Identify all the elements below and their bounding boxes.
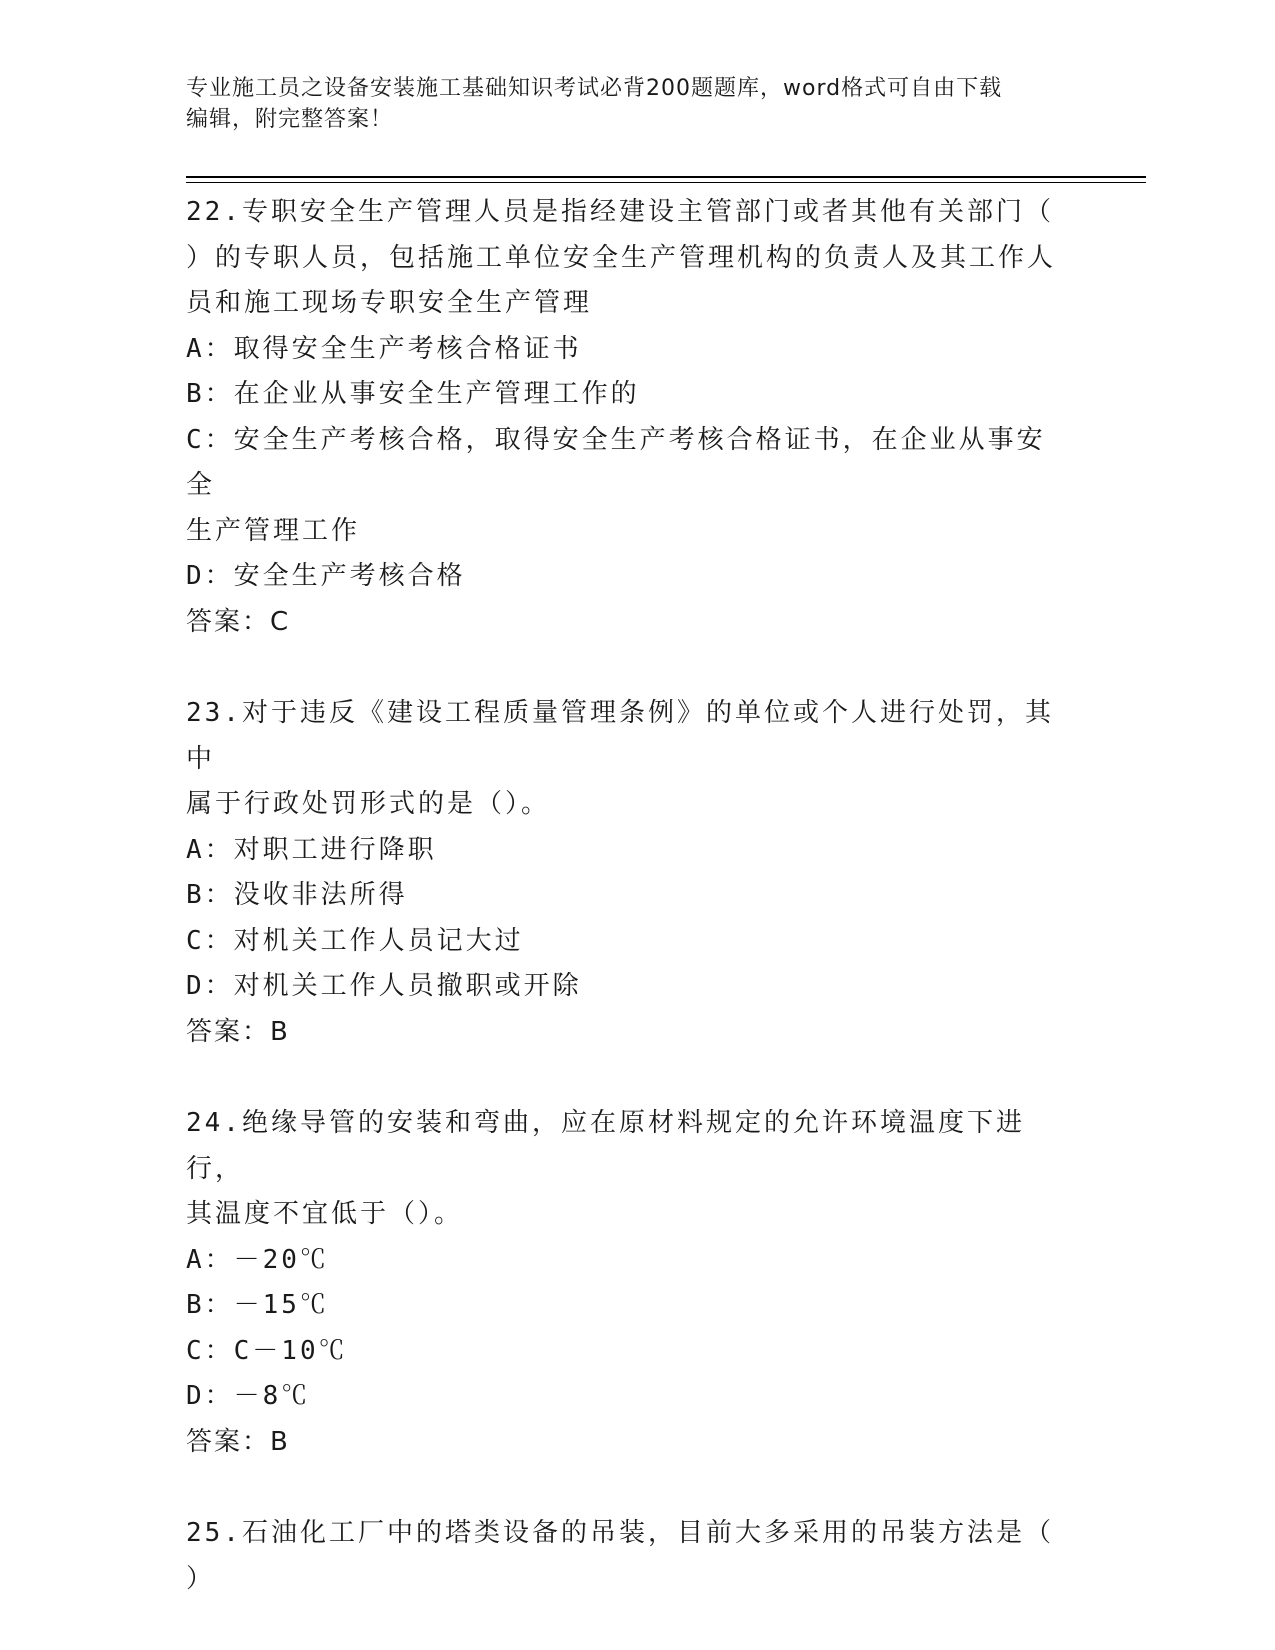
question-stem-line: 属于行政处罚形式的是（）。 xyxy=(186,789,551,819)
option-d: D：－8℃ xyxy=(186,1381,311,1411)
answer-label: 答案：B xyxy=(186,1426,290,1457)
option-a: A：取得安全生产考核合格证书 xyxy=(186,333,582,364)
question-stem-line: ） xyxy=(186,1563,216,1594)
option-c: C：安全生产考核合格，取得安全生产考核合格证书，在企业从事安全 xyxy=(186,424,1046,500)
document-header xyxy=(186,73,1056,135)
question-stem-line: 23.对于违反《建设工程质量管理条例》的单位或个人进行处罚，其中 xyxy=(186,698,1054,774)
question-stem-line: 25.石油化工厂中的塔类设备的吊装，目前大多采用的吊装方法是（ xyxy=(186,1518,1054,1548)
question-22 xyxy=(186,190,1066,645)
answer-label: 答案：B xyxy=(186,1016,290,1047)
header-divider-thin xyxy=(186,182,1146,183)
option-a: A：对职工进行降职 xyxy=(186,834,437,865)
question-23 xyxy=(186,691,1066,1055)
question-24 xyxy=(186,1101,1066,1465)
option-d: D：对机关工作人员撤职或开除 xyxy=(186,971,582,1001)
option-b: B：没收非法所得 xyxy=(186,880,408,910)
option-a: A：－20℃ xyxy=(186,1244,329,1275)
option-b: B：－15℃ xyxy=(186,1290,329,1320)
question-stem-line: ）的专职人员，包括施工单位安全生产管理机构的负责人及其工作人 xyxy=(186,242,1057,273)
question-stem-line: 24.绝缘导管的安装和弯曲，应在原材料规定的允许环境温度下进行， xyxy=(186,1108,1025,1184)
header-line-2: 编辑，附完整答案！ xyxy=(186,107,394,132)
question-25 xyxy=(186,1511,1066,1602)
option-d: D：安全生产考核合格 xyxy=(186,561,466,591)
question-stem-line: 其温度不宜低于（）。 xyxy=(186,1199,464,1229)
question-stem-line: 员和施工现场专职安全生产管理 xyxy=(186,288,593,318)
option-c: C：C－10℃ xyxy=(186,1335,348,1366)
answer-label: 答案：C xyxy=(186,606,291,637)
header-line-1: 专业施工员之设备安装施工基础知识考试必背200题题库，word格式可自由下载 xyxy=(186,76,1003,101)
option-c: C：对机关工作人员记大过 xyxy=(186,925,524,956)
header-divider-thick xyxy=(186,176,1146,178)
question-list xyxy=(186,190,1066,1648)
option-b: B：在企业从事安全生产管理工作的 xyxy=(186,379,640,409)
option-c-continued: 生产管理工作 xyxy=(186,515,361,546)
question-stem-line: 22.专职安全生产管理人员是指经建设主管部门或者其他有关部门（ xyxy=(186,197,1054,227)
